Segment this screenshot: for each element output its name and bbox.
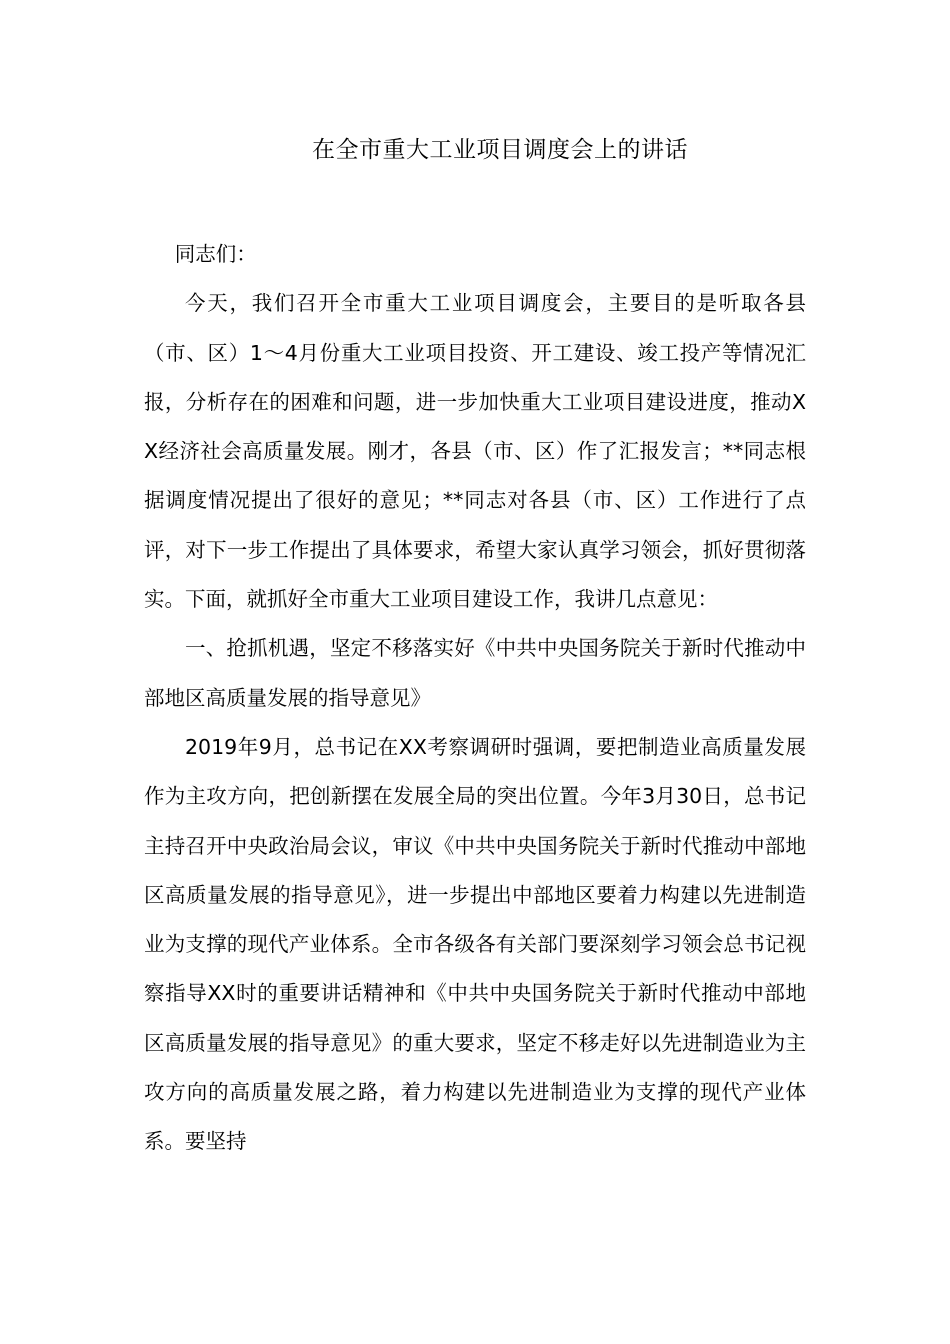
section-heading-1: 一、抢抓机遇，坚定不移落实好《中共中央国务院关于新时代推动中部地区高质量发展的指导意见》 [144,636,806,710]
paragraph-section-1: 2019年9月，总书记在XX考察调研时强调，要把制造业高质量发展作为主攻方向，把创新摆在发展全局的突出位置。今年3月30日，总书记主持召开中央政治局会议，审议《中共中央国务院关于新时代推动中部地区高质量发展的指导意见》，进一步提出中部地区要着力构建以先进制造业为支撑的现代产业体系。全市各级各有关部门要深刻学习领会总书记视察指导XX时的重要讲话精神和《中共中央国务院关于新时代推动中部地区高质量发展的指导意见》的重大要求，坚定不移走好以先进制造业为主攻方向的高质量发展之路，着力构建以先进制造业为支撑的现代产业体系。要坚持 [144,734,806,1154]
document-title: 在全市重大工业项目调度会上的讲话 [312,137,688,163]
document-body [144,230,806,1167]
salutation: 同志们： [174,242,257,266]
paragraph-intro: 今天，我们召开全市重大工业项目调度会，主要目的是听取各县（市、区）1～4月份重大工业项目投资、开工建设、竣工投产等情况汇报，分析存在的困难和问题，进一步加快重大工业项目建设进度，推动XX经济社会高质量发展。刚才，各县（市、区）作了汇报发言；**同志根据调度情况提出了很好的意见；**同志对各县（市、区）工作进行了点评，对下一步工作提出了具体要求，希望大家认真学习领会，抓好贯彻落实。下面，就抓好全市重大工业项目建设工作，我讲几点意见： [144,291,806,612]
